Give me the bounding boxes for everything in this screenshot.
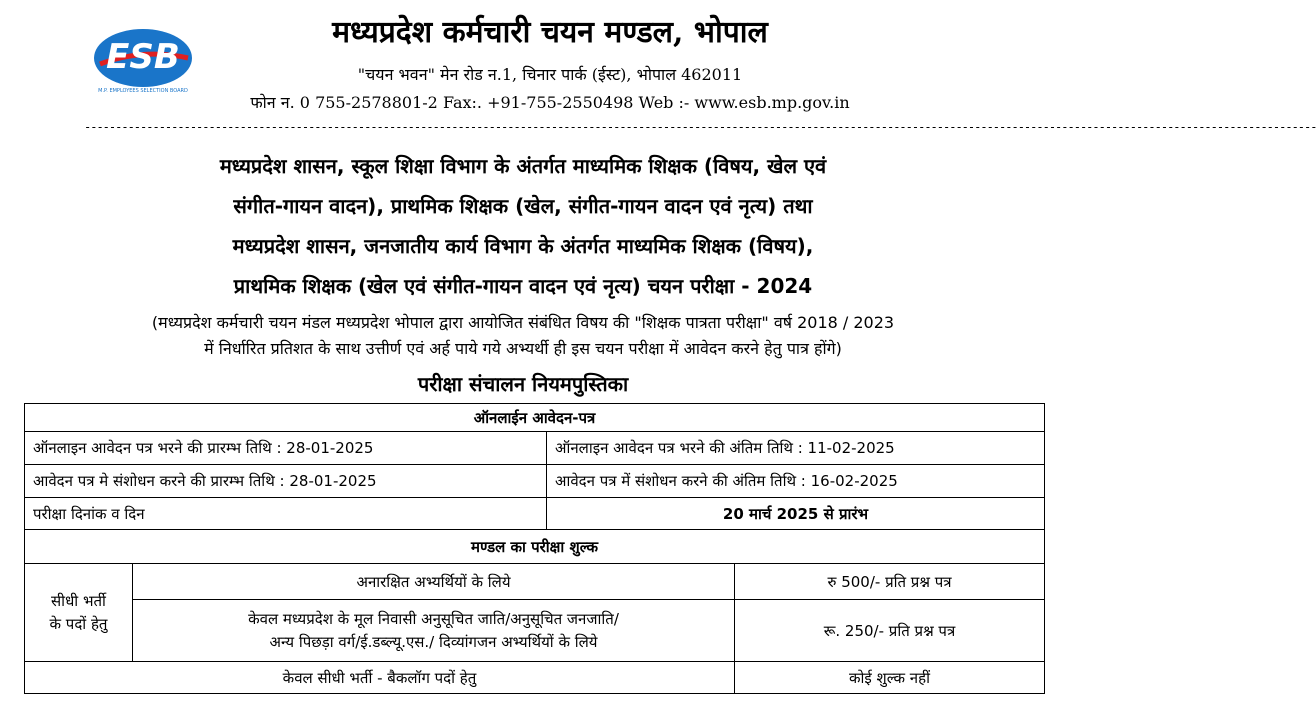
org-title: मध्यप्रदेश कर्मचारी चयन मण्डल, भोपाल bbox=[332, 15, 768, 50]
fee-reserved-line: केवल मध्यप्रदेश के मूल निवासी अनुसूचित जाति/अनुसूचित जनजाति/ bbox=[248, 609, 619, 628]
apply-start-date: ऑनलाइन आवेदन पत्र भरने की प्रारम्भ तिथि : 28-01-2025 bbox=[25, 432, 547, 465]
eligibility-line: (मध्यप्रदेश कर्मचारी चयन मंडल मध्यप्रदेश भोपाल द्वारा आयोजित संबंधित विषय की "शिक्षक पात्रता परीक्षा" वर्ष 2018 / 2023 bbox=[151, 313, 895, 332]
eligibility-line: में निर्धारित प्रतिशत के साथ उत्तीर्ण एवं अर्ह पाये गये अभ्यर्थी ही इस चयन परीक्षा में आवेदन करने हेतु पात्र होंगे) bbox=[204, 339, 842, 358]
fee-unreserved-value: रु 500/- प्रति प्रश्न पत्र bbox=[735, 564, 1045, 600]
fee-unreserved-label: अनारक्षित अभ्यर्थियों के लिये bbox=[133, 564, 735, 600]
schedule-table bbox=[24, 403, 1045, 694]
booklet-title: परीक्षा संचालन नियमपुस्तिका bbox=[417, 372, 629, 396]
exam-date-label: परीक्षा दिनांक व दिन bbox=[25, 498, 547, 530]
separator-line: ------------------------------------------------------------------------------------------------------------------------------------------------------------------------------------------------------ bbox=[84, 120, 1316, 134]
direct-recruitment-line: के पदों हेतु bbox=[49, 614, 108, 633]
logo-subtext: M.P. EMPLOYEES SELECTION BOARD bbox=[98, 88, 188, 94]
apply-end-date: ऑनलाइन आवेदन पत्र भरने की अंतिम तिथि : 11-02-2025 bbox=[547, 432, 1045, 465]
exam-title-line: मध्यप्रदेश शासन, स्कूल शिक्षा विभाग के अंतर्गत माध्यमिक शिक्षक (विषय, खेल एवं bbox=[219, 154, 827, 178]
exam-title-line: संगीत-गायन वादन), प्राथमिक शिक्षक (खेल, संगीत-गायन वादन एवं नृत्य) तथा bbox=[233, 194, 813, 218]
esb-logo bbox=[92, 28, 194, 96]
online-application-heading: ऑनलाईन आवेदन-पत्र bbox=[25, 404, 1045, 432]
fee-reserved-label bbox=[133, 600, 735, 662]
edit-end-date: आवेदन पत्र में संशोधन करने की अंतिम तिथि : 16-02-2025 bbox=[547, 465, 1045, 498]
backlog-value: कोई शुल्क नहीं bbox=[735, 662, 1045, 694]
fee-reserved-value: रू. 250/- प्रति प्रश्न पत्र bbox=[735, 600, 1045, 662]
exam-title-line: प्राथमिक शिक्षक (खेल एवं संगीत-गायन वादन एवं नृत्य) चयन परीक्षा - 2024 bbox=[233, 274, 813, 298]
org-address: "चयन भवन" मेन रोड न.1, चिनार पार्क (ईस्ट), भोपाल 462011 bbox=[357, 65, 743, 84]
direct-recruitment-label bbox=[25, 564, 133, 662]
svg-text:ESB: ESB bbox=[106, 37, 180, 77]
backlog-label: केवल सीधी भर्ती - बैकलॉग पदों हेतु bbox=[25, 662, 735, 694]
direct-recruitment-line: सीधी भर्ती bbox=[51, 591, 106, 610]
edit-start-date: आवेदन पत्र मे संशोधन करने की प्रारम्भ तिथि : 28-01-2025 bbox=[25, 465, 547, 498]
exam-title bbox=[70, 146, 976, 306]
exam-date-value: 20 मार्च 2025 से प्रारंभ bbox=[547, 498, 1045, 530]
org-contact: फोन न. 0 755-2578801-2 Fax:. +91-755-2550498 Web :- www.esb.mp.gov.in bbox=[250, 93, 850, 112]
exam-title-line: मध्यप्रदेश शासन, जनजातीय कार्य विभाग के अंतर्गत माध्यमिक शिक्षक (विषय), bbox=[232, 234, 814, 258]
fee-heading: मण्डल का परीक्षा शुल्क bbox=[25, 530, 1045, 564]
fee-reserved-line: अन्य पिछड़ा वर्ग/ई.डब्ल्यू.एस./ दिव्यांगजन अभ्यर्थियों के लिये bbox=[269, 632, 598, 651]
eligibility-note bbox=[40, 310, 1006, 362]
